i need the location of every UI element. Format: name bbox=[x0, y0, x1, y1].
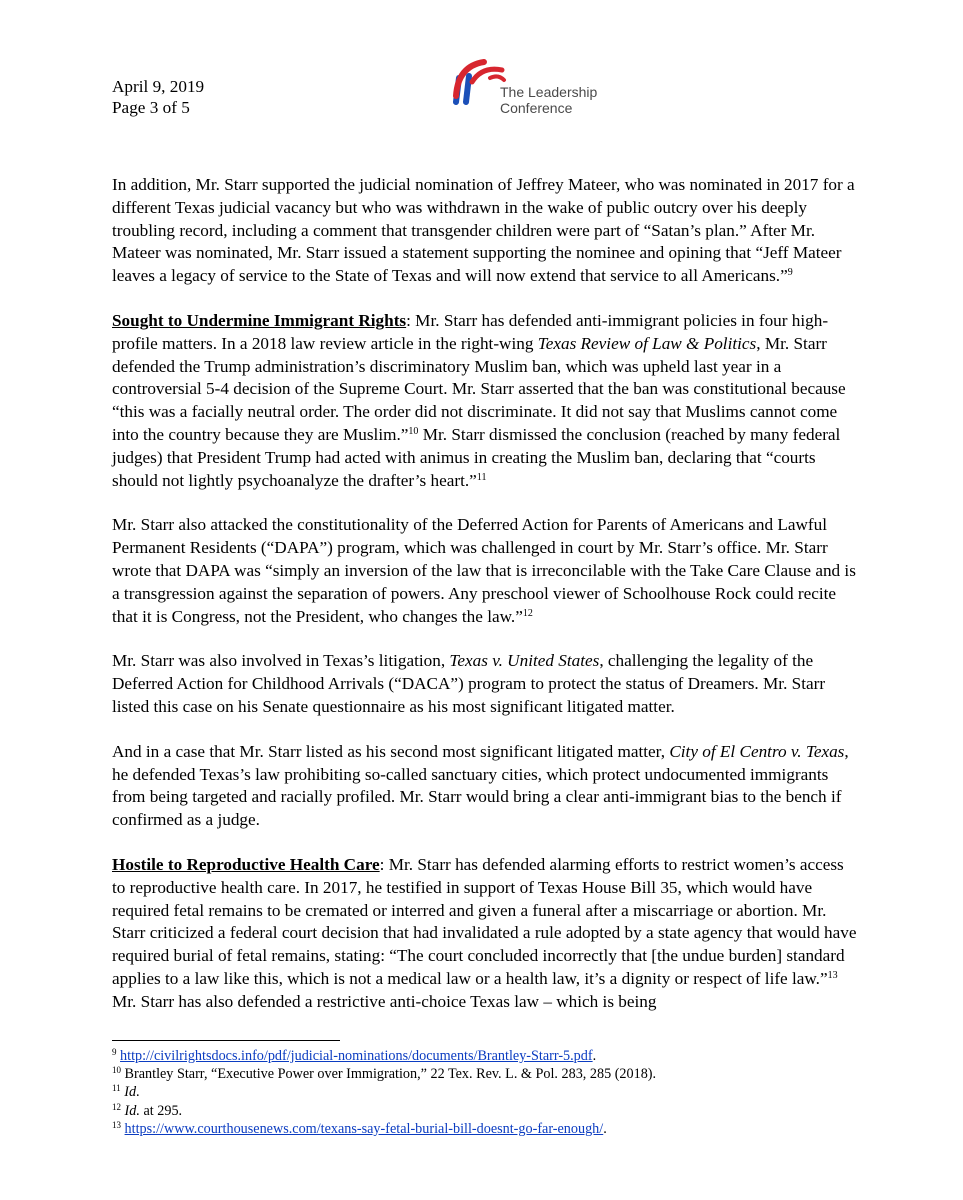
footnote-link[interactable]: https://www.courthousenews.com/texans-say-fetal-burial-bill-doesnt-go-far-enough/ bbox=[124, 1120, 604, 1137]
paragraph-immigrant-rights: Sought to Undermine Immigrant Rights: Mr. Starr has defended anti-immigrant policies in four high-profile matters. In a 2018 law review article in the right-wing Texas Review of Law & Politics, Mr. Starr defended the Trump administration’s discriminatory Muslim ban, which was upheld last year in a controversial 5-4 decision of the Supreme Court. Mr. Starr asserted that the ban was constitutional because “this was a facially neutral order. The order did not discriminate. It did not say that Muslims cannot come into the country because they are Muslim.”$^{10}$ Mr. Starr dismissed the conclusion (reached by many federal judges) that President Trump had acted with animus in creating the Muslim ban, declaring that “courts should not lightly psychoanalyze the drafter’s heart.”$^{11}$ bbox=[112, 310, 846, 490]
footnote-9: $^9$ http://civilrightsdocs.info/pdf/judicial-nominations/documents/Brantley-Starr-5.pdf. bbox=[112, 1047, 597, 1064]
case-name: Texas v. United States bbox=[449, 651, 600, 671]
logo-wordmark bbox=[500, 84, 597, 116]
paragraph-daca: Mr. Starr was also involved in Texas’s litigation, Texas v. United States, challenging the legality of the Deferred Action for Childhood Arrivals (“DACA”) program to protect the status of Dreamers. Mr. Starr listed this case on his Senate questionnaire as his most significant litigated matter. bbox=[112, 651, 826, 716]
footnote-11: $^{11}$ Id. bbox=[112, 1083, 140, 1101]
footnote-ref: 13 bbox=[827, 969, 838, 981]
footnote-12: $^{12}$ Id. at 295. bbox=[112, 1101, 183, 1119]
section-heading-reproductive-health: Hostile to Reproductive Health Care bbox=[112, 854, 380, 874]
footnote-link[interactable]: http://civilrightsdocs.info/pdf/judicial-nominations/documents/Brantley-Starr-5.pdf bbox=[120, 1048, 593, 1064]
footnote-ref: 11 bbox=[476, 471, 487, 483]
logo-line-2: Conference bbox=[500, 100, 573, 116]
journal-title: Texas Review of Law & Politics bbox=[537, 333, 757, 353]
logo-arcs-icon bbox=[448, 56, 508, 106]
footnote-ref: 9 bbox=[787, 267, 793, 279]
section-heading-immigrant-rights: Sought to Undermine Immigrant Rights bbox=[112, 310, 407, 330]
footnote-ref: 12 bbox=[522, 607, 533, 619]
footnote-ref: 10 bbox=[408, 425, 419, 437]
footnote-divider bbox=[112, 1040, 340, 1041]
case-name: City of El Centro v. Texas bbox=[669, 741, 845, 761]
header-meta bbox=[112, 76, 204, 118]
paragraph-mateer: In addition, Mr. Starr supported the judicial nomination of Jeffrey Mateer, who was nominated in 2017 for a different Texas judicial vacancy but who was withdrawn in the wake of public outcry over his deeply troubling record, including a comment that transgender children were part of “Satan’s plan.” After Mr. Mateer was nominated, Mr. Starr issued a statement supporting the nominee and opining that “Jeff Mateer leaves a legacy of service to the State of Texas and will now extend that service to all Americans.”$^9$ bbox=[112, 175, 855, 286]
footnote-13: $^{13}$ https://www.courthousenews.com/texans-say-fetal-burial-bill-doesnt-go-far-enough/. bbox=[112, 1119, 607, 1137]
paragraph-sanctuary-cities: And in a case that Mr. Starr listed as his second most significant litigated matter, City of El Centro v. Texas, he defended Texas’s law prohibiting so-called sanctuary cities, which protect undocumented immigrants from being targeted and racially profiled. Mr. Starr would bring a clear anti-immigrant bias to the bench if confirmed as a judge. bbox=[112, 741, 849, 830]
paragraph-reproductive-health: Hostile to Reproductive Health Care: Mr. Starr has defended alarming efforts to restrict women’s access to reproductive health care. In 2017, he testified in support of Texas House Bill 35, which would have required fetal remains to be cremated or interred and given a funeral after a miscarriage or abortion. Mr. Starr criticized a federal court decision that had invalidated a rule adopted by a state agency that would have required burial of fetal remains, stating: “The court concluded incorrectly that [the undue burden] standard applies to a law like this, which is not a medical law or a health law, it’s a dignity or respect of life law.”$^{13}$ Mr. Starr has also defended a restrictive anti-choice Texas law – which is being bbox=[112, 854, 857, 1011]
paragraph-dapa: Mr. Starr also attacked the constitutionality of the Deferred Action for Parents of Americans and Lawful Permanent Residents (“DAPA”) program, which was challenged in court by Mr. Starr’s office. Mr. Starr wrote that DAPA was “simply an inversion of the law that is irreconcilable with the Take Care Clause and is a transgression against the separation of powers. Any preschool viewer of Schoolhouse Rock could recite that it is Congress, not the President, who changes the law.”$^{12}$ bbox=[112, 515, 856, 626]
footnote-10: $^{10}$ Brantley Starr, “Executive Power over Immigration,” 22 Tex. Rev. L. & Pol. 283, 285 (2018). bbox=[112, 1065, 657, 1083]
leadership-conference-logo bbox=[448, 56, 648, 122]
footnotes bbox=[112, 1047, 872, 1138]
letter-date: April 9, 2019 bbox=[112, 77, 205, 96]
logo-line-1: The Leadership bbox=[500, 84, 598, 100]
letter-body bbox=[112, 174, 857, 1036]
page-number: Page 3 of 5 bbox=[112, 98, 190, 117]
